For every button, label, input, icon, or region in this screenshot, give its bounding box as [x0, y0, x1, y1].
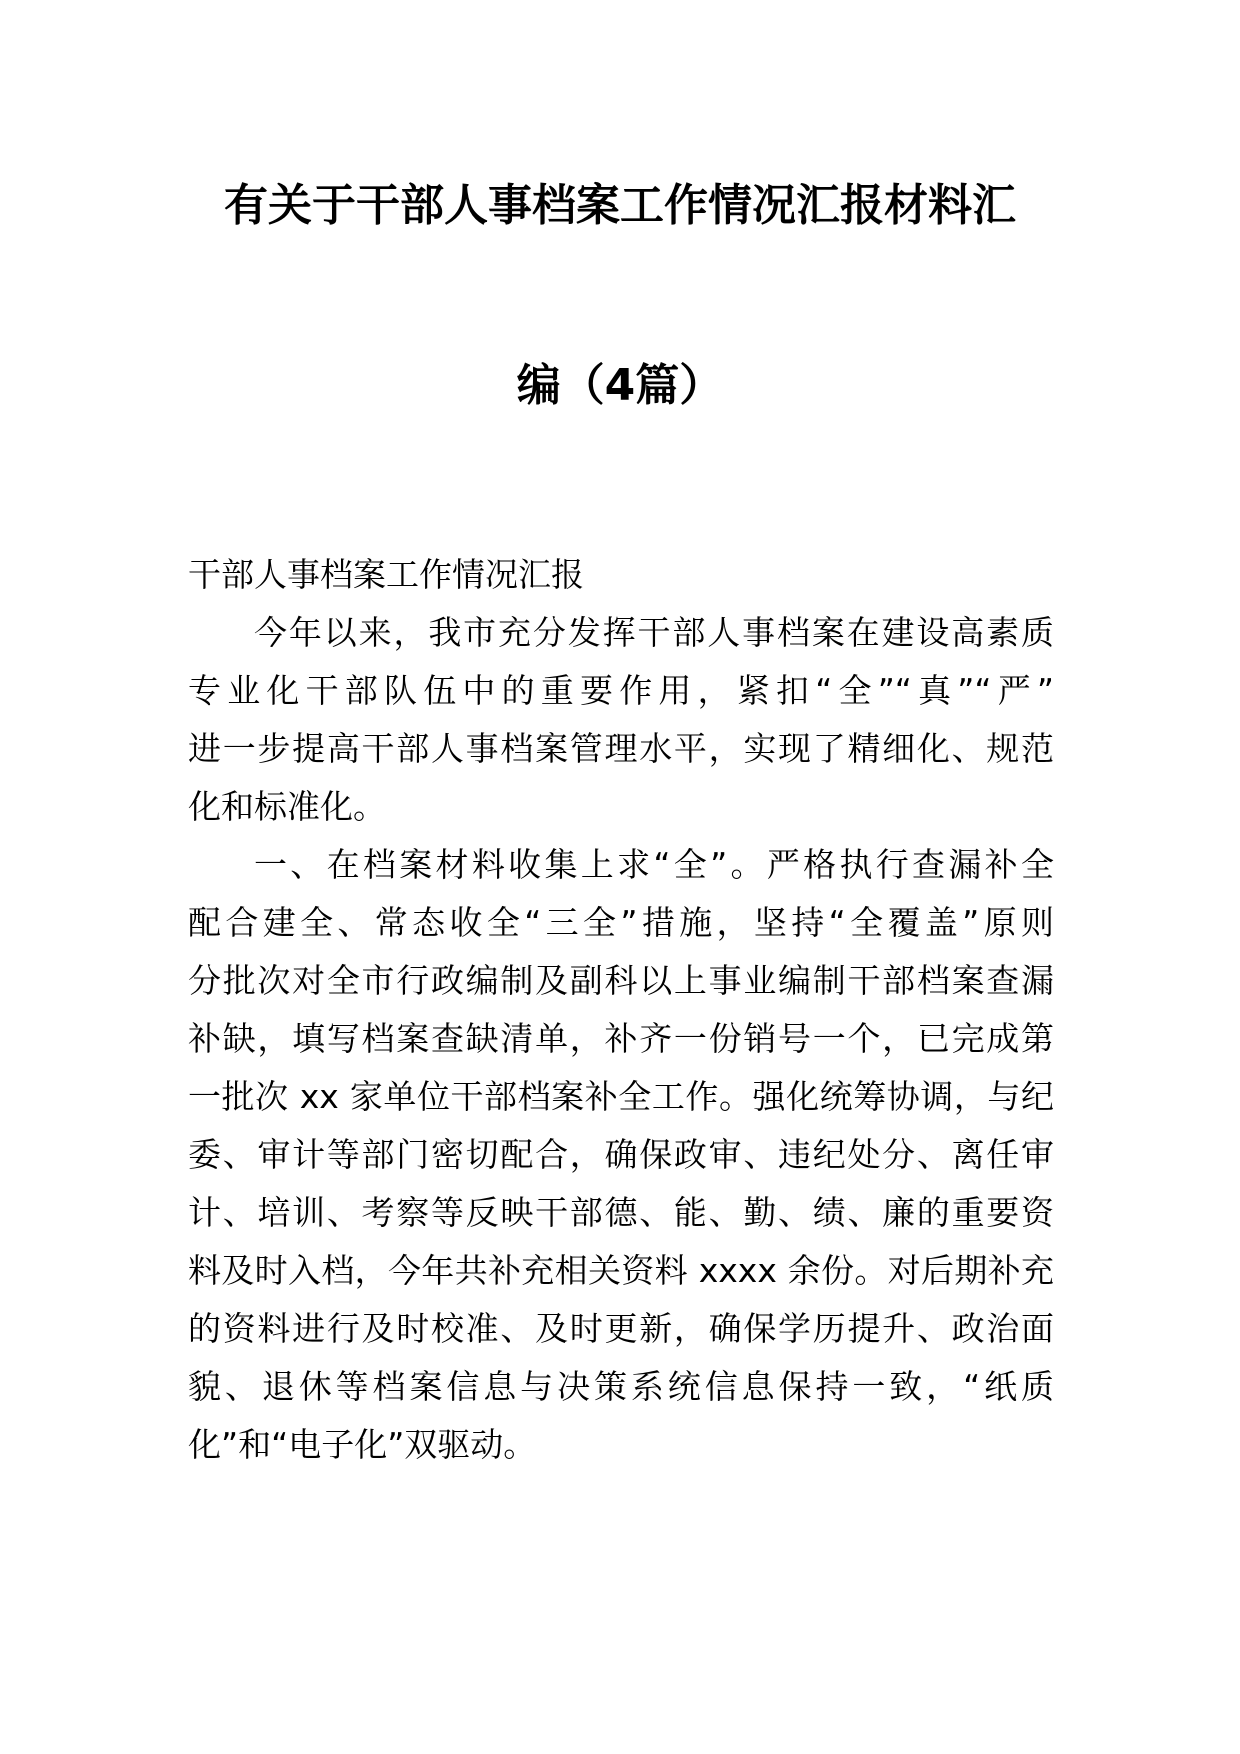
paragraph-line: 专业化干部队伍中的重要作用，紧扣“全”“真”“严”	[188, 671, 1054, 710]
paragraph-line: 补缺，填写档案查缺清单，补齐一份销号一个，已完成第	[188, 1019, 1054, 1058]
paragraph-line: 分批次对全市行政编制及副科以上事业编制干部档案查漏	[188, 961, 1054, 1000]
paragraph-line: 计、培训、考察等反映干部德、能、勤、绩、廉的重要资	[188, 1193, 1054, 1232]
paragraph-line: 化”和“电子化”双驱动。	[188, 1425, 537, 1464]
paragraph-line: 的资料进行及时校准、及时更新，确保学历提升、政治面	[188, 1309, 1054, 1348]
paragraph-line: 化和标准化。	[188, 787, 386, 826]
paragraph-line: 一批次 xx 家单位干部档案补全工作。强化统筹协调，与纪	[188, 1077, 1054, 1116]
paragraph-line: 貌、退休等档案信息与决策系统信息保持一致，“纸质	[188, 1367, 1054, 1406]
paragraph-line: 今年以来，我市充分发挥干部人事档案在建设高素质	[254, 613, 1054, 652]
document-title-line-1: 有关于干部人事档案工作情况汇报材料汇	[224, 180, 1016, 231]
section-heading: 干部人事档案工作情况汇报	[188, 555, 584, 594]
paragraph-line: 委、审计等部门密切配合，确保政审、违纪处分、离任审	[188, 1135, 1054, 1174]
paragraph-line: 进一步提高干部人事档案管理水平，实现了精细化、规范	[188, 729, 1054, 768]
paragraph-line: 一、在档案材料收集上求“全”。严格执行查漏补全	[254, 845, 1054, 884]
document-title-line-2: 编（4篇）	[516, 360, 724, 411]
paragraph-line: 配合建全、常态收全“三全”措施，坚持“全覆盖”原则	[188, 903, 1054, 942]
paragraph-line: 料及时入档，今年共补充相关资料 xxxx 余份。对后期补充	[188, 1251, 1054, 1290]
